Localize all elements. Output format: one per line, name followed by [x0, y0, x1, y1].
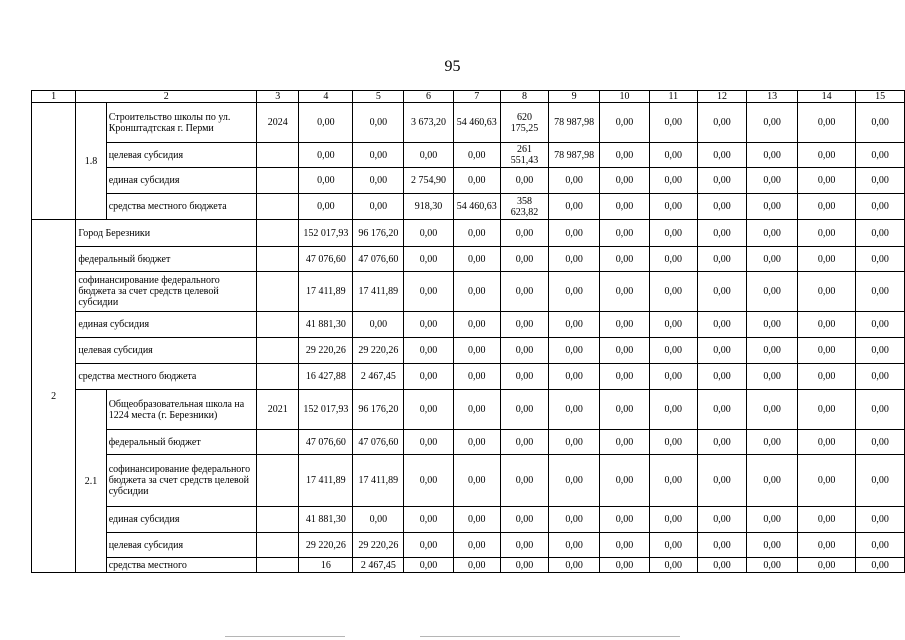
- header-cell: 5: [353, 91, 404, 103]
- value-cell: 0,00: [747, 312, 798, 338]
- value-cell: 0,00: [404, 312, 453, 338]
- value-cell: 0,00: [549, 247, 600, 272]
- value-cell: 0,00: [500, 364, 548, 390]
- value-cell: 0,00: [453, 168, 500, 194]
- value-cell: 0,00: [856, 558, 905, 573]
- value-cell: 152 017,93: [299, 220, 353, 247]
- value-cell: 47 076,60: [299, 247, 353, 272]
- value-cell: 0,00: [797, 364, 855, 390]
- value-cell: 0,00: [353, 103, 404, 143]
- table-row: [32, 455, 905, 507]
- value-cell: 620 175,25: [500, 103, 548, 143]
- year-cell: [257, 430, 299, 455]
- row-label: единая субсидия: [106, 507, 257, 533]
- value-cell: 17 411,89: [299, 455, 353, 507]
- value-cell: 0,00: [600, 220, 650, 247]
- value-cell: 0,00: [549, 390, 600, 430]
- table-row: [32, 220, 905, 247]
- scan-edge-line: [225, 636, 345, 637]
- value-cell: 0,00: [600, 247, 650, 272]
- value-cell: 29 220,26: [299, 338, 353, 364]
- value-cell: 17 411,89: [353, 272, 404, 312]
- value-cell: 0,00: [500, 247, 548, 272]
- value-cell: 0,00: [600, 364, 650, 390]
- value-cell: 0,00: [404, 364, 453, 390]
- value-cell: 0,00: [500, 390, 548, 430]
- value-cell: 0,00: [697, 558, 747, 573]
- row-label: федеральный бюджет: [106, 430, 257, 455]
- value-cell: 0,00: [649, 338, 697, 364]
- value-cell: 0,00: [353, 143, 404, 168]
- value-cell: 0,00: [697, 312, 747, 338]
- header-cell: 7: [453, 91, 500, 103]
- value-cell: 0,00: [697, 364, 747, 390]
- row-label: федеральный бюджет: [76, 247, 257, 272]
- value-cell: 0,00: [500, 430, 548, 455]
- value-cell: 0,00: [649, 558, 697, 573]
- value-cell: 0,00: [697, 430, 747, 455]
- value-cell: 0,00: [856, 364, 905, 390]
- value-cell: 0,00: [649, 220, 697, 247]
- row-label: единая субсидия: [106, 168, 257, 194]
- value-cell: 0,00: [600, 558, 650, 573]
- value-cell: 0,00: [797, 220, 855, 247]
- value-cell: 0,00: [747, 430, 798, 455]
- value-cell: 0,00: [747, 220, 798, 247]
- header-cell: 3: [257, 91, 299, 103]
- year-cell: [257, 558, 299, 573]
- value-cell: 0,00: [856, 272, 905, 312]
- value-cell: 0,00: [747, 364, 798, 390]
- value-cell: 0,00: [797, 143, 855, 168]
- value-cell: 0,00: [404, 272, 453, 312]
- value-cell: 0,00: [404, 533, 453, 558]
- value-cell: 0,00: [747, 272, 798, 312]
- value-cell: 0,00: [856, 430, 905, 455]
- year-cell: [257, 194, 299, 220]
- value-cell: 0,00: [299, 143, 353, 168]
- value-cell: 0,00: [549, 338, 600, 364]
- year-cell: [257, 312, 299, 338]
- value-cell: 0,00: [649, 533, 697, 558]
- value-cell: 0,00: [797, 455, 855, 507]
- value-cell: 0,00: [500, 168, 548, 194]
- value-cell: 0,00: [549, 220, 600, 247]
- value-cell: 0,00: [500, 558, 548, 573]
- header-cell: 15: [856, 91, 905, 103]
- page-number: 95: [444, 58, 461, 75]
- value-cell: 358 623,82: [500, 194, 548, 220]
- value-cell: 0,00: [697, 390, 747, 430]
- value-cell: 0,00: [797, 533, 855, 558]
- year-cell: [257, 533, 299, 558]
- value-cell: 0,00: [747, 143, 798, 168]
- table-row: [32, 558, 905, 573]
- value-cell: 0,00: [353, 507, 404, 533]
- value-cell: 0,00: [453, 338, 500, 364]
- year-cell: [257, 455, 299, 507]
- value-cell: 0,00: [600, 194, 650, 220]
- value-cell: 0,00: [500, 455, 548, 507]
- value-cell: 0,00: [500, 272, 548, 312]
- value-cell: 0,00: [453, 312, 500, 338]
- header-cell: 1: [32, 91, 76, 103]
- header-cell: 6: [404, 91, 453, 103]
- value-cell: 0,00: [353, 312, 404, 338]
- header-cell: 8: [500, 91, 548, 103]
- value-cell: 0,00: [797, 194, 855, 220]
- value-cell: 78 987,98: [549, 143, 600, 168]
- value-cell: 0,00: [600, 430, 650, 455]
- value-cell: 47 076,60: [353, 430, 404, 455]
- value-cell: 78 987,98: [549, 103, 600, 143]
- value-cell: 918,30: [404, 194, 453, 220]
- value-cell: 2 754,90: [404, 168, 453, 194]
- row-label: средства местного бюджета: [76, 364, 257, 390]
- value-cell: 0,00: [600, 272, 650, 312]
- value-cell: 0,00: [600, 507, 650, 533]
- value-cell: 0,00: [404, 143, 453, 168]
- value-cell: 0,00: [549, 558, 600, 573]
- value-cell: 0,00: [453, 558, 500, 573]
- row-label: средства местного: [106, 558, 257, 573]
- table-row: [32, 430, 905, 455]
- value-cell: 17 411,89: [353, 455, 404, 507]
- value-cell: 0,00: [453, 220, 500, 247]
- row-label: целевая субсидия: [106, 143, 257, 168]
- value-cell: 152 017,93: [299, 390, 353, 430]
- value-cell: 0,00: [797, 272, 855, 312]
- value-cell: 0,00: [549, 455, 600, 507]
- value-cell: 29 220,26: [353, 533, 404, 558]
- value-cell: 16: [299, 558, 353, 573]
- value-cell: 29 220,26: [299, 533, 353, 558]
- value-cell: 0,00: [797, 338, 855, 364]
- value-cell: 0,00: [856, 220, 905, 247]
- value-cell: 0,00: [649, 143, 697, 168]
- item-code-cell: 2.1: [76, 390, 106, 573]
- table-row: [32, 168, 905, 194]
- year-cell: [257, 168, 299, 194]
- value-cell: 0,00: [747, 194, 798, 220]
- row-label: единая субсидия: [76, 312, 257, 338]
- value-cell: 0,00: [299, 103, 353, 143]
- value-cell: 0,00: [797, 312, 855, 338]
- value-cell: 0,00: [600, 103, 650, 143]
- value-cell: 0,00: [747, 533, 798, 558]
- value-cell: 0,00: [697, 247, 747, 272]
- value-cell: 0,00: [549, 430, 600, 455]
- value-cell: 0,00: [856, 455, 905, 507]
- year-cell: [257, 143, 299, 168]
- row-label: целевая субсидия: [76, 338, 257, 364]
- value-cell: 0,00: [649, 312, 697, 338]
- value-cell: 0,00: [856, 247, 905, 272]
- outer-code-cell: [32, 103, 76, 220]
- value-cell: 0,00: [600, 143, 650, 168]
- year-cell: [257, 507, 299, 533]
- table-row: [32, 390, 905, 430]
- value-cell: 0,00: [856, 390, 905, 430]
- value-cell: 0,00: [453, 533, 500, 558]
- value-cell: 0,00: [856, 103, 905, 143]
- value-cell: 0,00: [856, 533, 905, 558]
- table-row: [32, 247, 905, 272]
- item-code-cell: 2: [32, 220, 76, 573]
- year-cell: [257, 272, 299, 312]
- row-label: Строительство школы по ул. Кронштадтская г. Перми: [106, 103, 257, 143]
- value-cell: 41 881,30: [299, 312, 353, 338]
- value-cell: 0,00: [453, 390, 500, 430]
- value-cell: 0,00: [549, 507, 600, 533]
- value-cell: 0,00: [404, 390, 453, 430]
- value-cell: 0,00: [697, 533, 747, 558]
- value-cell: 47 076,60: [353, 247, 404, 272]
- header-cell: 14: [797, 91, 855, 103]
- value-cell: 0,00: [600, 533, 650, 558]
- value-cell: 0,00: [747, 507, 798, 533]
- value-cell: 2 467,45: [353, 558, 404, 573]
- table-row: [32, 312, 905, 338]
- value-cell: 0,00: [299, 194, 353, 220]
- row-label: Общеобразовательная школа на 1224 места (г. Березники): [106, 390, 257, 430]
- value-cell: 0,00: [697, 220, 747, 247]
- year-cell: [257, 364, 299, 390]
- value-cell: 0,00: [404, 247, 453, 272]
- header-cell: 2: [76, 91, 257, 103]
- value-cell: 0,00: [453, 364, 500, 390]
- value-cell: 96 176,20: [353, 220, 404, 247]
- value-cell: 0,00: [500, 507, 548, 533]
- value-cell: 0,00: [747, 455, 798, 507]
- value-cell: 0,00: [404, 220, 453, 247]
- value-cell: 0,00: [600, 390, 650, 430]
- value-cell: 0,00: [797, 430, 855, 455]
- value-cell: 0,00: [404, 558, 453, 573]
- value-cell: 0,00: [453, 272, 500, 312]
- value-cell: 0,00: [697, 455, 747, 507]
- scan-edge-line: [420, 636, 680, 637]
- value-cell: 0,00: [404, 507, 453, 533]
- value-cell: 0,00: [856, 143, 905, 168]
- value-cell: 0,00: [697, 272, 747, 312]
- value-cell: 54 460,63: [453, 194, 500, 220]
- row-label: Город Березники: [76, 220, 257, 247]
- value-cell: 0,00: [353, 194, 404, 220]
- value-cell: 0,00: [453, 455, 500, 507]
- table-row: [32, 507, 905, 533]
- value-cell: 0,00: [747, 247, 798, 272]
- value-cell: 0,00: [453, 247, 500, 272]
- value-cell: 0,00: [797, 507, 855, 533]
- value-cell: 0,00: [747, 558, 798, 573]
- value-cell: 0,00: [649, 390, 697, 430]
- value-cell: 41 881,30: [299, 507, 353, 533]
- value-cell: 0,00: [697, 168, 747, 194]
- value-cell: 0,00: [649, 364, 697, 390]
- table-row: [32, 272, 905, 312]
- table-row: [32, 533, 905, 558]
- value-cell: 0,00: [856, 168, 905, 194]
- value-cell: 0,00: [453, 143, 500, 168]
- year-cell: 2024: [257, 103, 299, 143]
- value-cell: 0,00: [549, 272, 600, 312]
- value-cell: 0,00: [747, 390, 798, 430]
- value-cell: 0,00: [856, 507, 905, 533]
- year-cell: [257, 338, 299, 364]
- value-cell: 0,00: [600, 338, 650, 364]
- row-label: средства местного бюджета: [106, 194, 257, 220]
- header-cell: 13: [747, 91, 798, 103]
- year-cell: [257, 220, 299, 247]
- table-row: [32, 103, 905, 143]
- value-cell: 0,00: [649, 103, 697, 143]
- value-cell: 54 460,63: [453, 103, 500, 143]
- value-cell: 0,00: [500, 533, 548, 558]
- item-code-cell: 1.8: [76, 103, 106, 220]
- value-cell: 0,00: [600, 455, 650, 507]
- year-cell: [257, 247, 299, 272]
- value-cell: 0,00: [500, 312, 548, 338]
- table-row: [32, 194, 905, 220]
- value-cell: 0,00: [697, 194, 747, 220]
- value-cell: 0,00: [353, 168, 404, 194]
- value-cell: 0,00: [797, 247, 855, 272]
- row-label: софинансирование федерального бюджета за счет средств целевой субсидии: [106, 455, 257, 507]
- header-cell: 9: [549, 91, 600, 103]
- value-cell: 0,00: [549, 312, 600, 338]
- value-cell: 0,00: [649, 247, 697, 272]
- value-cell: 0,00: [697, 103, 747, 143]
- value-cell: 0,00: [549, 533, 600, 558]
- value-cell: 17 411,89: [299, 272, 353, 312]
- row-label: софинансирование федерального бюджета за счет средств целевой субсидии: [76, 272, 257, 312]
- value-cell: 0,00: [856, 312, 905, 338]
- value-cell: 2 467,45: [353, 364, 404, 390]
- value-cell: 0,00: [649, 272, 697, 312]
- value-cell: 96 176,20: [353, 390, 404, 430]
- value-cell: 0,00: [747, 338, 798, 364]
- value-cell: 0,00: [697, 143, 747, 168]
- value-cell: 0,00: [404, 430, 453, 455]
- value-cell: 0,00: [856, 194, 905, 220]
- value-cell: 261 551,43: [500, 143, 548, 168]
- value-cell: 16 427,88: [299, 364, 353, 390]
- value-cell: 0,00: [649, 455, 697, 507]
- value-cell: 0,00: [600, 168, 650, 194]
- value-cell: 29 220,26: [353, 338, 404, 364]
- value-cell: 0,00: [797, 390, 855, 430]
- value-cell: 0,00: [453, 507, 500, 533]
- value-cell: 0,00: [404, 338, 453, 364]
- table-row: [32, 143, 905, 168]
- header-cell: 4: [299, 91, 353, 103]
- value-cell: 47 076,60: [299, 430, 353, 455]
- value-cell: 0,00: [797, 558, 855, 573]
- value-cell: 0,00: [797, 168, 855, 194]
- table-row: [32, 91, 905, 103]
- value-cell: 0,00: [549, 364, 600, 390]
- value-cell: 0,00: [797, 103, 855, 143]
- value-cell: 3 673,20: [404, 103, 453, 143]
- header-cell: 10: [600, 91, 650, 103]
- value-cell: 0,00: [404, 455, 453, 507]
- value-cell: 0,00: [856, 338, 905, 364]
- value-cell: 0,00: [500, 220, 548, 247]
- header-cell: 11: [649, 91, 697, 103]
- value-cell: 0,00: [549, 168, 600, 194]
- value-cell: 0,00: [747, 168, 798, 194]
- table-row: [32, 338, 905, 364]
- value-cell: 0,00: [697, 507, 747, 533]
- table-row: [32, 364, 905, 390]
- header-cell: 12: [697, 91, 747, 103]
- value-cell: 0,00: [549, 194, 600, 220]
- budget-table: [31, 90, 905, 573]
- value-cell: 0,00: [649, 430, 697, 455]
- value-cell: 0,00: [649, 507, 697, 533]
- value-cell: 0,00: [600, 312, 650, 338]
- value-cell: 0,00: [649, 194, 697, 220]
- value-cell: 0,00: [649, 168, 697, 194]
- row-label: целевая субсидия: [106, 533, 257, 558]
- value-cell: 0,00: [747, 103, 798, 143]
- value-cell: 0,00: [299, 168, 353, 194]
- value-cell: 0,00: [500, 338, 548, 364]
- year-cell: 2021: [257, 390, 299, 430]
- value-cell: 0,00: [453, 430, 500, 455]
- value-cell: 0,00: [697, 338, 747, 364]
